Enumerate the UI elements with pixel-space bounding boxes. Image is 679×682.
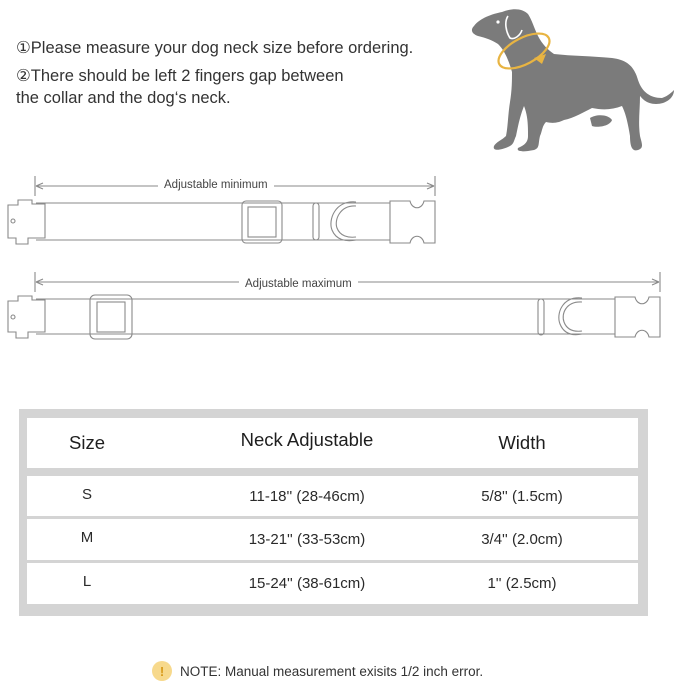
measurement-note — [152, 661, 483, 681]
header-width: Width — [498, 432, 546, 453]
warning-icon: ! — [152, 661, 172, 681]
width-cell: 3/4'' (2.0cm) — [481, 531, 563, 548]
instruction-measure-neck: ①Please measure your dog neck size before ordering. — [16, 39, 414, 57]
width-cell: 5/8'' (1.5cm) — [481, 488, 563, 505]
width-cell: 1'' (2.5cm) — [487, 575, 557, 592]
neck-cell: 15-24'' (38-61cm) — [248, 575, 366, 592]
table-row-m — [27, 519, 638, 560]
header-size: Size — [69, 432, 105, 453]
adjustable-maximum-label: Adjustable maximum — [239, 278, 358, 290]
size-table — [19, 409, 648, 616]
size-cell: S — [81, 486, 92, 503]
size-table-header — [27, 418, 638, 468]
table-row-l — [27, 563, 638, 604]
adjustable-minimum-label: Adjustable minimum — [158, 179, 274, 191]
instruction-two-fingers: ②There should be left 2 fingers gap between — [16, 67, 344, 85]
dog-measure-icon — [462, 6, 677, 156]
size-cell: L — [82, 573, 92, 590]
table-row-s — [27, 476, 638, 516]
note-text: NOTE: Manual measurement exisits 1/2 inch error. — [180, 663, 484, 679]
header-neck-adjustable: Neck Adjustable — [240, 429, 374, 450]
instruction-two-fingers-cont: the collar and the dog‘s neck. — [16, 89, 231, 107]
neck-cell: 11-18'' (28-46cm) — [249, 488, 365, 505]
size-cell: M — [80, 529, 94, 546]
neck-cell: 13-21'' (33-53cm) — [248, 531, 366, 548]
